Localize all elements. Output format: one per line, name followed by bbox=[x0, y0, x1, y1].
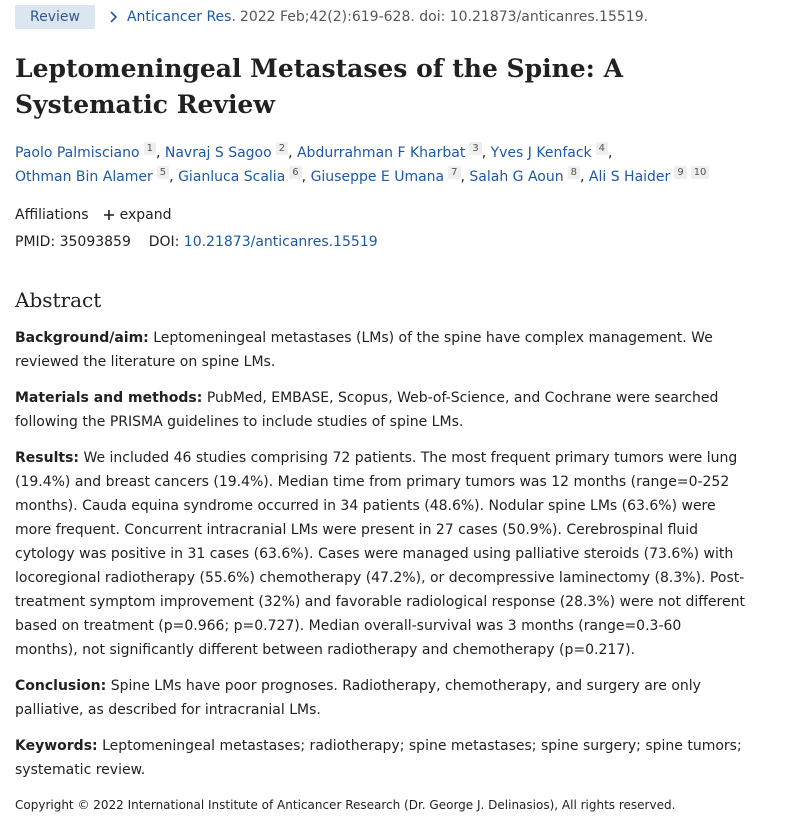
chevron-right-icon[interactable] bbox=[107, 10, 121, 24]
section-text: Spine LMs have poor prognoses. Radiotherapy, chemotherapy, and surgery are only palliative, as described for intracranial LMs. bbox=[15, 678, 701, 718]
section-label: Conclusion: bbox=[15, 678, 107, 694]
affiliation-number[interactable]: 3 bbox=[469, 142, 481, 155]
author bbox=[491, 145, 608, 161]
affiliation-number[interactable]: 6 bbox=[289, 166, 301, 179]
affiliations-row bbox=[15, 203, 171, 227]
citation-bar bbox=[15, 5, 648, 29]
author bbox=[178, 169, 302, 185]
author-link[interactable]: Navraj S Sagoo bbox=[164, 145, 272, 161]
abstract-body bbox=[15, 326, 745, 794]
authors-list: Paolo Palmisciano 1 , Navraj S Sagoo 2 , Abdurrahman F Kharbat 3 , Yves J Kenfack 4 , Othman Bin Alamer 5 , Gianluca Scalia 6 , Giuseppe E Umana 7 , Salah G Aoun 8 , Ali S Haider 9 10 bbox=[15, 141, 755, 189]
doi-label: DOI: bbox=[148, 234, 180, 250]
author-link[interactable]: Salah G Aoun bbox=[469, 169, 564, 185]
section-text: Leptomeningeal metastases (LMs) of the spine have complex management. We reviewed the literature on spine LMs. bbox=[15, 330, 713, 370]
author-link[interactable]: Othman Bin Alamer bbox=[15, 169, 153, 185]
identifiers bbox=[15, 230, 378, 254]
section-label: Results: bbox=[15, 450, 79, 466]
article-title: Leptomeningeal Metastases of the Spine: A Systematic Review bbox=[15, 54, 623, 119]
journal-link[interactable]: Anticancer Res. bbox=[126, 9, 236, 25]
author-link[interactable]: Ali S Haider bbox=[588, 169, 671, 185]
affiliation-number[interactable]: 2 bbox=[276, 142, 288, 155]
copyright-notice: Copyright © 2022 International Institute of Anticancer Research (Dr. George J. Delinasios), All rights reserved. bbox=[15, 798, 676, 812]
author bbox=[297, 145, 482, 161]
affiliations-label: Affiliations bbox=[15, 207, 89, 223]
citation-details: 2022 Feb;42(2):619-628. doi: 10.21873/anticanres.15519. bbox=[239, 9, 649, 25]
publication-type-badge: Review bbox=[15, 5, 95, 29]
affiliation-number[interactable]: 7 bbox=[448, 166, 460, 179]
keywords-text: Leptomeningeal metastases; radiotherapy; spine metastases; spine surgery; spine tumors; systematic review. bbox=[15, 738, 742, 778]
affiliation-number[interactable]: 9 bbox=[674, 166, 686, 179]
expand-label: expand bbox=[119, 207, 172, 223]
plus-icon bbox=[103, 209, 115, 221]
author bbox=[311, 169, 461, 185]
abstract-section bbox=[15, 674, 745, 722]
keywords-section bbox=[15, 734, 745, 782]
abstract-section bbox=[15, 446, 745, 662]
author bbox=[589, 169, 710, 185]
citation-line bbox=[107, 9, 648, 25]
affiliations-expand-button[interactable] bbox=[103, 203, 172, 227]
affiliation-number[interactable]: 8 bbox=[568, 166, 580, 179]
affiliation-number[interactable]: 5 bbox=[157, 166, 169, 179]
author-link[interactable]: Abdurrahman F Kharbat bbox=[296, 145, 466, 161]
pmid-value: 35093859 bbox=[59, 234, 131, 250]
section-label: Materials and methods: bbox=[15, 390, 203, 406]
abstract-section bbox=[15, 326, 745, 374]
affiliation-number[interactable]: 4 bbox=[596, 142, 608, 155]
section-text: We included 46 studies comprising 72 patients. The most frequent primary tumors were lung (19.4%) and breast cancers (19.4%). Median time from primary tumors was 12 months (range=0-252 months). Cauda equina syndrome occurred in 34 patients (48.6%). Nodular spine LMs (63.6%) were more frequent. Concurrent intracranial LMs were present in 27 cases (50.9%). Cerebrospinal fluid cytology was positive in 31 cases (63.6%). Cases were managed using palliative steroids (73.6%) with locoregional radiotherapy (55.6%) chemotherapy (47.2%), or decompressive laminectomy (8.3%). Post-treatment symptom improvement (32%) and favorable radiological response (28.3%) were not different based on treatment (p=0.966; p=0.727). Median overall-survival was 3 months (range=0.3-60 months), not significantly different between radiotherapy and chemotherapy (p=0.217). bbox=[15, 450, 745, 658]
author-link[interactable]: Yves J Kenfack bbox=[490, 145, 592, 161]
abstract-heading: Abstract bbox=[15, 288, 102, 312]
author-link[interactable]: Gianluca Scalia bbox=[178, 169, 286, 185]
doi-link[interactable]: 10.21873/anticanres.15519 bbox=[183, 234, 378, 250]
pmid-label: PMID: bbox=[15, 234, 56, 250]
section-label: Background/aim: bbox=[15, 330, 149, 346]
affiliation-number[interactable]: 1 bbox=[144, 142, 156, 155]
keywords-label: Keywords: bbox=[15, 738, 98, 754]
author bbox=[165, 145, 288, 161]
author-link[interactable]: Giuseppe E Umana bbox=[310, 169, 445, 185]
affiliation-number[interactable]: 10 bbox=[691, 166, 710, 179]
author bbox=[15, 145, 156, 161]
author-link[interactable]: Paolo Palmisciano bbox=[15, 145, 140, 161]
abstract-section bbox=[15, 386, 745, 434]
author bbox=[15, 169, 169, 185]
section-text: PubMed, EMBASE, Scopus, Web-of-Science, and Cochrane were searched following the PRISMA guidelines to include studies of spine LMs. bbox=[15, 390, 719, 430]
author bbox=[469, 169, 580, 185]
